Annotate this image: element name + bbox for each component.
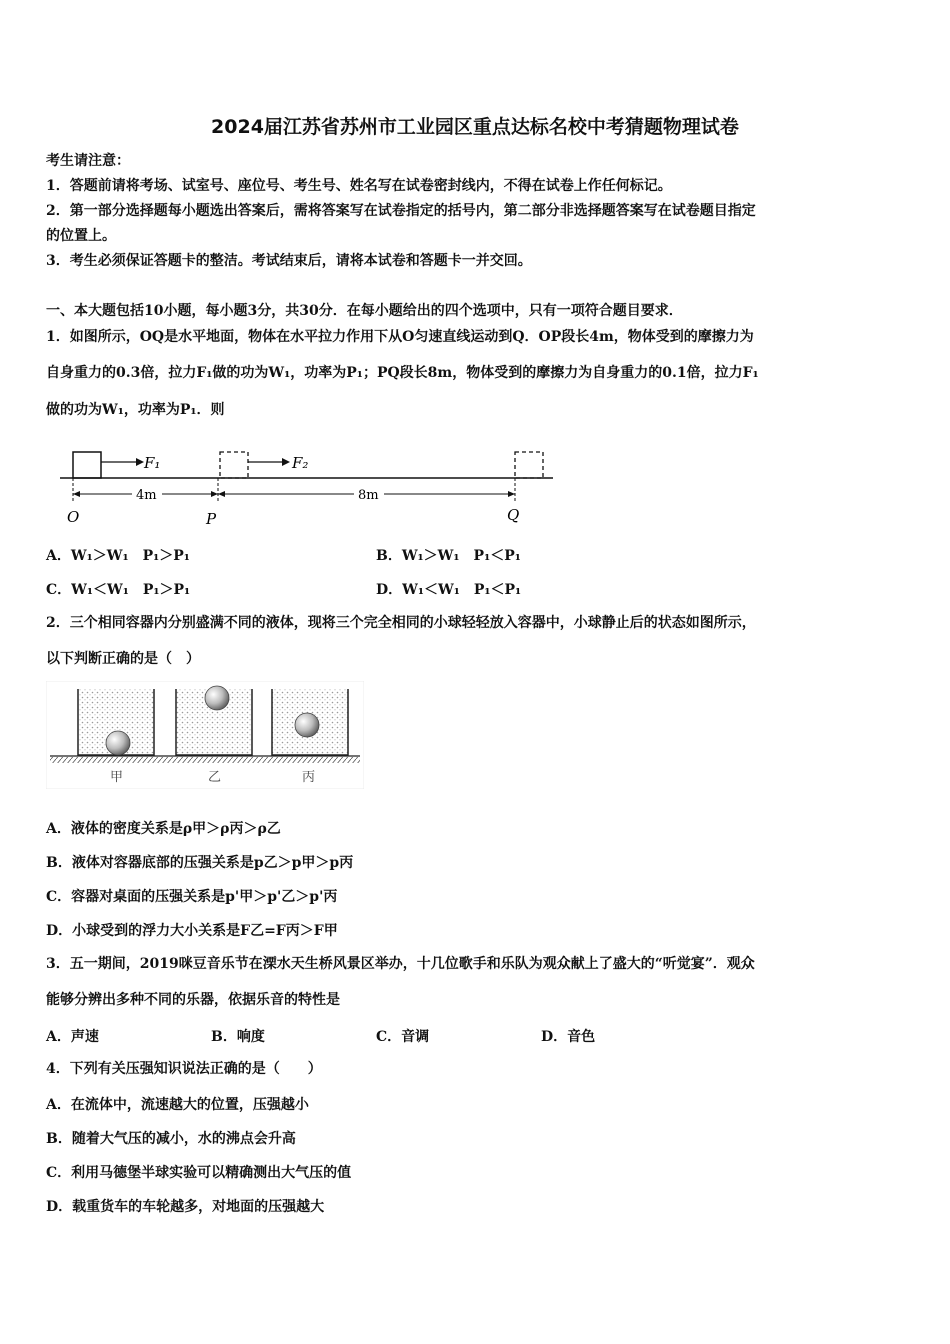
q4-stem: 4．下列有关压强知识说法正确的是（ ） xyxy=(46,1061,322,1077)
q3-stem-line: 能够分辨出多种不同的乐器，依据乐音的特性是 xyxy=(46,992,340,1008)
q2-containers-diagram xyxy=(46,681,364,789)
q3-option-a[interactable]: A．声速 xyxy=(46,1029,99,1045)
label-bing: 丙 xyxy=(302,770,316,785)
q1-option-c[interactable]: C．W₁＜W₁ P₁＞P₁ xyxy=(46,582,191,598)
q1-option-b[interactable]: B．W₁＞W₁ P₁＜P₁ xyxy=(376,548,521,564)
force-arrowhead-f1 xyxy=(136,458,144,466)
point-q-label: Q xyxy=(507,506,520,524)
dim-arrow xyxy=(508,491,515,497)
q2-option-b[interactable]: B．液体对容器底部的压强关系是p乙＞p甲＞p丙 xyxy=(46,855,354,871)
q1-stem-line: 做的功为W₁，功率为P₁．则 xyxy=(46,402,225,418)
q4-option-b[interactable]: B．随着大气压的减小，水的沸点会升高 xyxy=(46,1131,296,1147)
block-dashed-p xyxy=(220,452,248,478)
q1-option-a[interactable]: A．W₁＞W₁ P₁＞P₁ xyxy=(46,548,190,564)
label-jia: 甲 xyxy=(110,770,124,785)
block-solid xyxy=(73,452,101,478)
notice-item: 2．第一部分选择题每小题选出答案后，需将答案写在试卷指定的括号内，第二部分非选择题答案写在试卷题目指定 xyxy=(46,203,756,219)
q2-option-a[interactable]: A．液体的密度关系是ρ甲＞ρ丙＞ρ乙 xyxy=(46,821,281,837)
q1-stem-line: 自身重力的0.3倍，拉力F₁做的功为W₁，功率为P₁；PQ段长8m，物体受到的摩擦力为自身重力的0.1倍，拉力F₁ xyxy=(46,365,759,381)
notice-item: 1．答题前请将考场、试室号、座位号、考生号、姓名写在试卷密封线内，不得在试卷上作任何标记。 xyxy=(46,178,672,194)
q1-option-d[interactable]: D．W₁＜W₁ P₁＜P₁ xyxy=(376,582,522,598)
q2-stem-line: 2．三个相同容器内分别盛满不同的液体，现将三个完全相同的小球轻轻放入容器中，小球静止后的状态如图所示， xyxy=(46,615,756,631)
point-o-label: O xyxy=(67,508,80,526)
notice-heading: 考生请注意： xyxy=(46,153,130,169)
notice-item: 3．考生必须保证答题卡的整洁。考试结束后，请将本试卷和答题卡一并交回。 xyxy=(46,253,532,269)
q3-option-d[interactable]: D．音色 xyxy=(541,1029,596,1045)
page-title: 2024届江苏省苏州市工业园区重点达标名校中考猜题物理试卷 xyxy=(211,116,739,138)
ball-jia xyxy=(106,731,130,755)
notice-item: 的位置上。 xyxy=(46,228,116,244)
q4-option-a[interactable]: A．在流体中，流速越大的位置，压强越小 xyxy=(46,1097,309,1113)
block-dashed-q xyxy=(515,452,543,478)
table-hatch xyxy=(50,757,360,763)
dim-arrow xyxy=(73,491,80,497)
q2-option-d[interactable]: D．小球受到的浮力大小关系是F乙=F丙＞F甲 xyxy=(46,923,338,939)
force-arrowhead-f2 xyxy=(282,458,290,466)
section-intro: 一、本大题包括10小题，每小题3分，共30分．在每小题给出的四个选项中，只有一项符合题目要求． xyxy=(46,303,683,319)
q3-stem-line: 3．五一期间，2019咪豆音乐节在溧水天生桥风景区举办，十几位歌手和乐队为观众献上了盛大的“听觉宴”．观众 xyxy=(46,956,755,972)
q2-stem-line: 以下判断正确的是（ ） xyxy=(46,651,200,667)
f1-label: F₁ xyxy=(144,454,161,472)
dim-label-4m: 4m xyxy=(136,488,157,503)
q2-option-c[interactable]: C．容器对桌面的压强关系是p'甲＞p'乙＞p'丙 xyxy=(46,889,338,905)
dim-label-8m: 8m xyxy=(358,488,379,503)
q1-motion-diagram xyxy=(60,440,560,530)
dim-arrow xyxy=(211,491,218,497)
q3-option-b[interactable]: B．响度 xyxy=(211,1029,265,1045)
q4-option-c[interactable]: C．利用马德堡半球实验可以精确测出大气压的值 xyxy=(46,1165,352,1181)
q1-stem-line: 1．如图所示，OQ是水平地面，物体在水平拉力作用下从O匀速直线运动到Q．OP段长4m，物体受到的摩擦力为 xyxy=(46,329,754,345)
f2-label: F₂ xyxy=(292,454,309,472)
q3-option-c[interactable]: C．音调 xyxy=(376,1029,430,1045)
ball-bing xyxy=(295,713,319,737)
q4-option-d[interactable]: D．载重货车的车轮越多，对地面的压强越大 xyxy=(46,1199,325,1215)
ball-yi xyxy=(205,686,229,710)
dim-arrow xyxy=(218,491,225,497)
point-p-label: P xyxy=(206,510,217,528)
label-yi: 乙 xyxy=(208,770,222,785)
